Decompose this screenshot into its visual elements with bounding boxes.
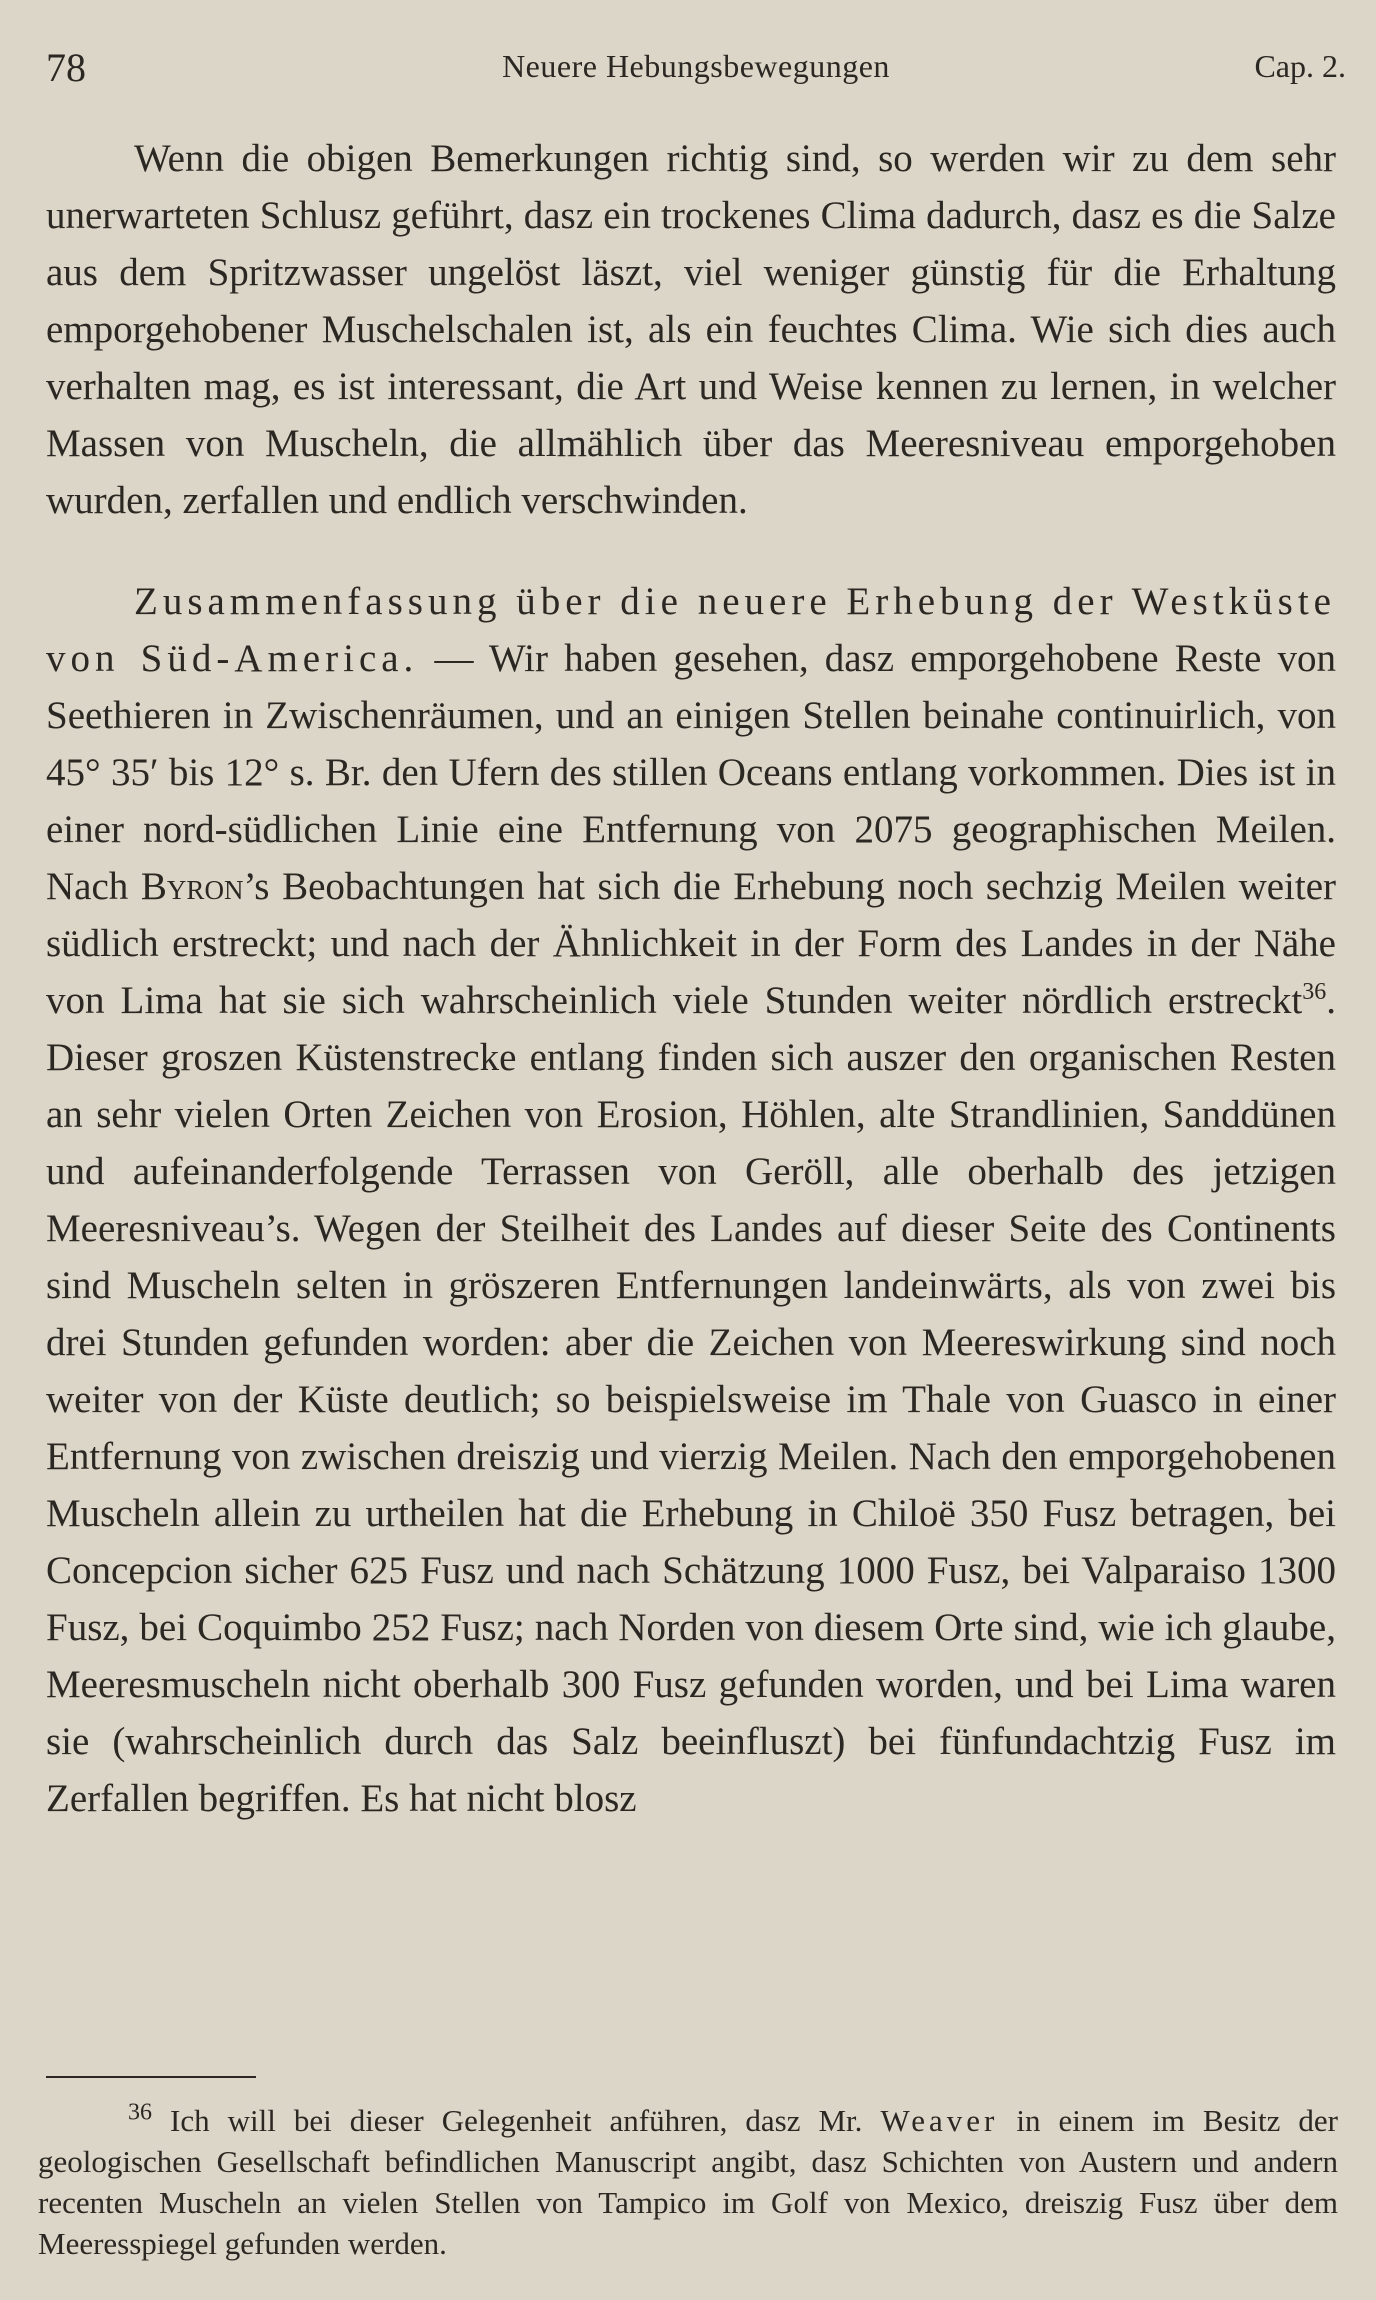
section-heading: Zusammenfassung über die neuere Erhebung der Westküste von Süd-America. (46, 580, 1336, 680)
paragraph-2-part-2: ’s Beobachtungen hat sich die Erhebung noch sechzig Meilen weiter südlich erstreckt; und nach der Ähnlichkeit in der Form des Landes in der Nähe von Lima hat sie sich wahrscheinlich viele Stunden weiter nördlich erstreckt (46, 865, 1337, 1022)
paragraph-2-part-1: — Wir haben gesehen, dasz emporgehobene Reste von Seethieren in Zwischenräumen, und an einigen Stellen beinahe continuirlich, von 45° 35′ bis 12° s. Br. den Ufern des stillen Oceans entlang vorkommen. Dies ist in einer nord-südlichen Linie eine Entfernung von 2075 geographischen Meilen. Nach (46, 637, 1336, 908)
footnote (38, 2100, 1338, 2264)
footnote-text-2: in einem im Besitz der geologischen Gesellschaft befindlichen Manuscript angibt, dasz Schichten von Austern und andern recenten Muscheln an vielen Stellen von Tampico im Golf von Mexico, dreiszig Fusz über dem Meeresspiegel gefunden werden. (38, 2103, 1339, 2261)
footnote-reference: 36 (1302, 979, 1327, 1005)
footnote-number: 36 (128, 2099, 152, 2126)
paragraph-1: Wenn die obigen Bemerkungen richtig sind, so werden wir zu dem sehr unerwarteten Schlusz geführt, dasz ein trockenes Clima dadurch, dasz es die Salze aus dem Spritzwasser ungelöst läszt, viel weniger günstig für die Erhaltung emporgehobener Muschelschalen ist, als ein feuchtes Clima. Wie sich dies auch verhalten mag, es ist interessant, die Art und Weise kennen zu lernen, in welcher Massen von Muscheln, die allmählich über das Meeresniveau emporgehoben wurden, zerfallen und endlich verschwinden. (46, 137, 1336, 522)
paragraph-2 (46, 573, 1336, 1827)
author-name-weaver: Weaver (880, 2103, 999, 2138)
footnote-divider (46, 2076, 256, 2078)
running-title: Neuere Hebungsbewegungen (502, 48, 890, 84)
footnote-text-1: Ich will bei dieser Gelegenheit anführen, dasz Mr. (152, 2103, 881, 2138)
main-text (46, 130, 1336, 1827)
author-name-byron: Byron (140, 865, 244, 908)
page-number: 78 (46, 45, 86, 90)
chapter-label: Cap. 2. (1254, 48, 1346, 84)
page-header (46, 44, 1346, 94)
paragraph-2-part-3: . Dieser groszen Küstenstrecke entlang finden sich auszer den organischen Resten an sehr vielen Orten Zeichen von Erosion, Höhlen, alte Strandlinien, Sanddünen und aufeinanderfolgende Terrassen von Geröll, alle oberhalb des jetzigen Meeresniveau’s. Wegen der Steilheit des Landes auf dieser Seite des Continents sind Muscheln selten in gröszeren Entfernungen landeinwärts, als von zwei bis drei Stunden gefunden worden: aber die Zeichen von Meereswirkung sind noch weiter von der Küste deutlich; so beispielsweise im Thale von Guasco in einer Entfernung von zwischen dreiszig und vierzig Meilen. Nach den emporgehobenen Muscheln allein zu urtheilen hat die Erhebung in Chiloë 350 Fusz betragen, bei Concepcion sicher 625 Fusz und nach Schätzung 1000 Fusz, bei Valparaiso 1300 Fusz, bei Coquimbo 252 Fusz; nach Norden von diesem Orte sind, wie ich glaube, Meeresmuscheln nicht oberhalb 300 Fusz gefunden worden, und bei Lima waren sie (wahrscheinlich durch das Salz beeinfluszt) bei fünfundachtzig Fusz im Zerfallen begriffen. Es hat nicht blosz (46, 979, 1336, 1820)
